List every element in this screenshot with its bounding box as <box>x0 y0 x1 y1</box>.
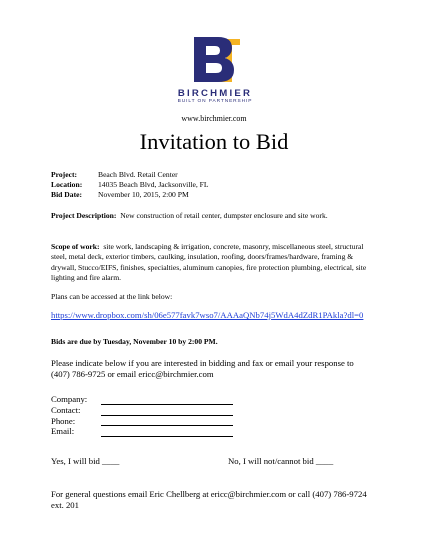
bid-date-label: Bid Date: <box>51 190 83 199</box>
description-label: Project Description: <box>51 211 117 220</box>
email-field-row <box>51 426 233 437</box>
brand-name: BIRCHMIER <box>177 88 253 99</box>
project-row <box>51 170 209 180</box>
location-value: 14035 Beach Blvd, Jacksonville, FL <box>98 180 209 189</box>
phone-label: Phone: <box>51 415 76 426</box>
phone-blank-line[interactable] <box>101 417 233 427</box>
project-info <box>51 170 209 200</box>
scope-of-work <box>51 242 373 284</box>
plans-link[interactable]: https://www.dropbox.com/sh/06e577favk7wso7/AAAaQNb74j5WdA4dZdR1PAkla?dl=0 <box>51 310 364 320</box>
contact-blank-line[interactable] <box>101 406 233 416</box>
contact-label: Contact: <box>51 404 81 415</box>
project-label: Project: <box>51 170 77 179</box>
birchmier-b-mark-icon <box>152 36 278 86</box>
bids-due-text: Bids are due by Tuesday, November 10 by 2:00 PM. <box>51 337 218 346</box>
bid-date-value: November 10, 2015, 2:00 PM <box>98 190 189 199</box>
response-instructions: Please indicate below if you are interested in bidding and fax or email your response to (407) 786-9725 or email ericc@birchmier.com <box>51 358 354 380</box>
plans-text: Plans can be accessed at the link below: <box>51 292 173 301</box>
project-description <box>51 211 373 221</box>
email-label: Email: <box>51 426 75 437</box>
scope-label: Scope of work: <box>51 242 100 251</box>
description-text: New construction of retail center, dumpster enclosure and site work. <box>120 211 328 220</box>
brand-tagline: BUILT ON PARTNERSHIP <box>177 99 253 104</box>
contact-field-row <box>51 405 233 416</box>
website-link[interactable]: www.birchmier.com <box>181 114 247 123</box>
general-questions-text: For general questions email Eric Chellberg at ericc@birchmier.com or call (407) 786-9724 ext. 201 <box>51 489 367 511</box>
location-row <box>51 180 209 190</box>
scope-text: site work, landscaping & irrigation, concrete, masonry, miscellaneous steel, structural steel, metal deck, exterior timbers, caulking, insulation, roofing, doors/frames/hardware, framing & drywall, Stucco/EIFS, finishes, specialties, aluminum canopies, fire protection plumbing, electrical, site lighting and fire alarm. <box>51 242 367 283</box>
response-form <box>51 394 233 437</box>
will-bid-option[interactable]: Yes, I will bid ____ <box>51 456 120 466</box>
company-blank-line[interactable] <box>101 395 233 405</box>
company-field-row <box>51 394 233 405</box>
project-value: Beach Blvd. Retail Center <box>98 170 178 179</box>
bid-date-row <box>51 190 209 200</box>
email-blank-line[interactable] <box>101 427 233 437</box>
location-label: Location: <box>51 180 83 189</box>
phone-field-row <box>51 416 233 427</box>
company-label: Company: <box>51 394 88 404</box>
document-title: Invitation to Bid <box>139 129 289 154</box>
will-not-bid-option[interactable]: No, I will not/cannot bid ____ <box>228 456 334 466</box>
